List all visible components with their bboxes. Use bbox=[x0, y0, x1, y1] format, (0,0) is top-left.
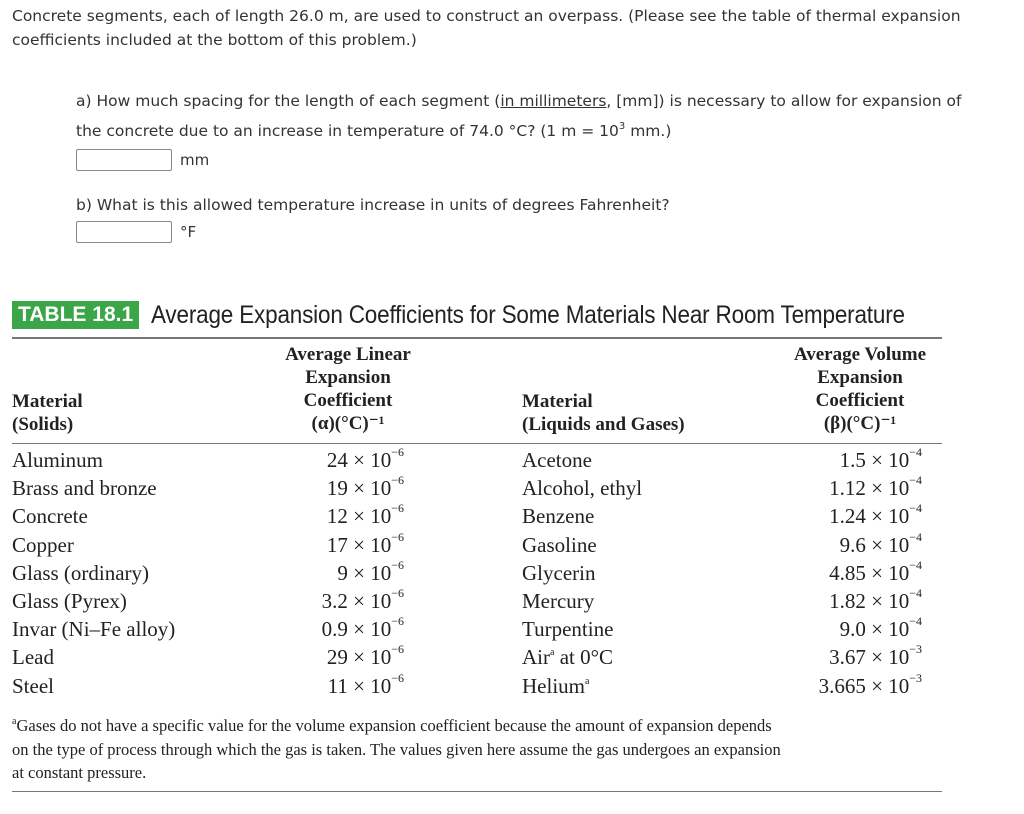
liquid-material bbox=[522, 643, 613, 671]
table-top-rule bbox=[12, 337, 942, 339]
coefficient-mantissa: 3.665 bbox=[818, 673, 866, 698]
header-solids-line-1: Material bbox=[12, 391, 83, 412]
coefficient-times-ten: × 10 bbox=[871, 673, 910, 698]
coefficient-exponent: −4 bbox=[909, 529, 922, 544]
solid-material: Glass (Pyrex) bbox=[12, 589, 127, 613]
footnote-line-2: on the type of process through which the gas is taken. The values given here assume the gas undergoes an expansion bbox=[12, 739, 781, 759]
solid-material: Concrete bbox=[12, 504, 88, 529]
liquid-material bbox=[522, 672, 589, 700]
header-volume-line-2: Expansion bbox=[817, 367, 903, 388]
coefficient-times-ten: × 10 bbox=[871, 448, 910, 472]
volume-coefficient-value bbox=[829, 559, 922, 587]
table-badge: TABLE 18.1 bbox=[12, 301, 139, 329]
part-a-question-line-2 bbox=[76, 116, 1016, 146]
coefficient-times-ten: × 10 bbox=[353, 448, 392, 472]
coefficient-mantissa: 19 bbox=[326, 476, 348, 501]
part-a-question-line-1 bbox=[76, 86, 1016, 116]
coefficient-mantissa: 1.5 bbox=[839, 448, 866, 472]
header-linear-line-2: Expansion bbox=[305, 367, 391, 388]
coefficient-mantissa: 9.6 bbox=[839, 532, 866, 557]
part-a-line2-post: mm.) bbox=[625, 122, 672, 140]
coefficient-mantissa: 4.85 bbox=[829, 560, 866, 585]
coefficient-mantissa: 0.9 bbox=[321, 617, 348, 642]
liquid-material bbox=[522, 559, 595, 587]
part-a-unit: mm bbox=[180, 151, 210, 169]
part-a-exponent: 3 bbox=[618, 120, 626, 132]
coefficient-exponent: −6 bbox=[391, 501, 404, 516]
table-header bbox=[12, 298, 989, 332]
volume-coefficient-value bbox=[840, 615, 922, 643]
coefficient-times-ten: × 10 bbox=[353, 589, 392, 613]
coefficient-times-ten: × 10 bbox=[871, 645, 910, 670]
coefficient-times-ten: × 10 bbox=[871, 617, 910, 642]
solid-material: Aluminum bbox=[12, 448, 104, 472]
solid-material: Copper bbox=[12, 532, 74, 557]
linear-coefficient-value bbox=[337, 559, 404, 587]
header-linear-line-3: Coefficient bbox=[303, 390, 393, 411]
liquid-material bbox=[522, 587, 594, 615]
coefficient-times-ten: × 10 bbox=[353, 617, 392, 642]
coefficient-times-ten: × 10 bbox=[353, 645, 392, 670]
problem-intro-line-1: Concrete segments, each of length 26.0 m, are used to construct an overpass. (Please see the table of thermal expansion bbox=[12, 7, 961, 25]
table-bottom-rule bbox=[12, 791, 942, 792]
volume-coefficient-value bbox=[829, 643, 922, 671]
volume-coefficient-value bbox=[829, 474, 922, 502]
header-linear-line-4: (α)(°C)⁻¹ bbox=[311, 413, 385, 434]
header-volume-coefficient bbox=[760, 343, 960, 435]
part-a-underlined-text: in millimeters bbox=[500, 92, 607, 110]
liquid-material-name: Mercury bbox=[522, 589, 595, 613]
coefficient-mantissa: 9.0 bbox=[839, 617, 866, 642]
linear-coefficient-value bbox=[327, 643, 404, 671]
linear-coefficient-value bbox=[322, 587, 404, 615]
coefficient-times-ten: × 10 bbox=[353, 673, 392, 698]
coefficient-exponent: −4 bbox=[909, 557, 922, 572]
coefficient-mantissa: 17 bbox=[326, 532, 348, 557]
coefficient-mantissa: 3.2 bbox=[321, 589, 348, 613]
part-b bbox=[76, 192, 1016, 246]
liquid-material-name: Turpentine bbox=[522, 617, 614, 642]
part-a-answer-row bbox=[76, 146, 1016, 174]
header-liquids-line-2: (Liquids and Gases) bbox=[522, 414, 685, 435]
footnote-line-1 bbox=[12, 714, 947, 738]
coefficient-mantissa: 9 bbox=[337, 560, 348, 585]
coefficient-times-ten: × 10 bbox=[353, 504, 392, 529]
coefficient-exponent: −6 bbox=[391, 529, 404, 544]
liquid-material-name: Helium bbox=[522, 673, 585, 698]
coefficient-mantissa: 24 bbox=[326, 448, 348, 472]
header-material-liquids bbox=[522, 390, 685, 436]
problem-intro-line-2: coefficients included at the bottom of this problem.) bbox=[12, 31, 417, 49]
liquid-material-name: Air bbox=[522, 645, 550, 670]
coefficient-times-ten: × 10 bbox=[871, 560, 910, 585]
coefficient-times-ten: × 10 bbox=[353, 532, 392, 557]
coefficient-exponent: −6 bbox=[391, 557, 404, 572]
part-b-answer-input[interactable] bbox=[76, 221, 172, 243]
solid-material: Brass and bronze bbox=[12, 476, 157, 501]
header-volume-line-3: Coefficient bbox=[815, 390, 905, 411]
liquid-footnote-mark: a bbox=[585, 675, 590, 687]
solid-material: Steel bbox=[12, 673, 54, 698]
footnote-text-1: Gases do not have a specific value for the volume expansion coefficient because the amount of expansion depends bbox=[16, 716, 772, 735]
coefficient-exponent: −3 bbox=[909, 670, 922, 685]
header-liquids-line-1: Material bbox=[522, 391, 593, 412]
coefficient-times-ten: × 10 bbox=[871, 504, 910, 529]
coefficient-times-ten: × 10 bbox=[871, 532, 910, 557]
liquid-material-name: Acetone bbox=[522, 448, 592, 472]
linear-coefficient-value bbox=[327, 531, 404, 559]
linear-coefficient-value bbox=[327, 474, 404, 502]
liquid-material bbox=[522, 474, 642, 502]
header-linear-line-1: Average Linear bbox=[285, 344, 411, 365]
liquid-material-name: Benzene bbox=[522, 504, 595, 529]
coefficient-exponent: −6 bbox=[391, 642, 404, 657]
table-caption: Average Expansion Coefficients for Some Materials Near Room Temperature bbox=[151, 300, 906, 329]
part-a-answer-input[interactable] bbox=[76, 149, 172, 171]
problem-statement bbox=[12, 4, 1012, 52]
solid-material: Invar (Ni–Fe alloy) bbox=[12, 617, 176, 642]
linear-coefficient-value bbox=[327, 502, 404, 530]
header-material-solids bbox=[12, 390, 83, 436]
coefficient-mantissa: 11 bbox=[327, 673, 348, 698]
liquid-material bbox=[522, 502, 594, 530]
coefficient-exponent: −6 bbox=[391, 445, 404, 459]
coefficient-exponent: −4 bbox=[909, 586, 922, 600]
coefficient-mantissa: 12 bbox=[326, 504, 348, 529]
solid-material: Glass (ordinary) bbox=[12, 560, 150, 585]
part-a bbox=[76, 86, 1016, 174]
coefficient-mantissa: 1.24 bbox=[829, 504, 866, 529]
coefficient-exponent: −6 bbox=[391, 473, 404, 488]
volume-coefficient-value bbox=[829, 502, 922, 530]
header-volume-line-1: Average Volume bbox=[793, 344, 927, 365]
coefficient-exponent: −4 bbox=[909, 473, 922, 488]
coefficient-mantissa: 3.67 bbox=[829, 645, 866, 670]
coefficient-exponent: −3 bbox=[909, 642, 922, 657]
solid-material: Lead bbox=[12, 645, 54, 670]
coefficient-times-ten: × 10 bbox=[871, 589, 910, 613]
coefficient-exponent: −6 bbox=[391, 614, 404, 629]
linear-coefficient-value bbox=[328, 672, 404, 700]
liquid-footnote-mark: a bbox=[550, 647, 555, 659]
coefficient-mantissa: 1.12 bbox=[829, 476, 866, 501]
volume-coefficient-value bbox=[829, 587, 922, 615]
part-b-unit: °F bbox=[180, 223, 197, 241]
coefficient-times-ten: × 10 bbox=[871, 476, 910, 501]
footnote-mark: a bbox=[12, 715, 17, 727]
liquid-material-name: Glycerin bbox=[522, 560, 596, 585]
liquid-material-name: Gasoline bbox=[522, 532, 597, 557]
header-volume-line-4: (β)(°C)⁻¹ bbox=[823, 413, 897, 434]
coefficient-exponent: −4 bbox=[909, 501, 922, 516]
liquid-material bbox=[522, 615, 613, 643]
part-b-answer-row bbox=[76, 218, 1016, 246]
table-header-rule bbox=[12, 443, 942, 444]
liquid-material-name: Alcohol, ethyl bbox=[522, 476, 643, 501]
coefficient-exponent: −6 bbox=[391, 670, 404, 685]
part-a-text-post: , [mm]) is necessary to allow for expansion of bbox=[606, 92, 962, 110]
coefficient-exponent: −6 bbox=[391, 586, 404, 600]
coefficient-times-ten: × 10 bbox=[353, 476, 392, 501]
part-a-line2-pre: the concrete due to an increase in temperature of 74.0 °C? (1 m = 10 bbox=[76, 122, 619, 140]
header-solids-line-2: (Solids) bbox=[12, 414, 74, 435]
volume-coefficient-value bbox=[840, 446, 922, 474]
coefficient-exponent: −4 bbox=[909, 614, 922, 629]
volume-coefficient-value bbox=[840, 531, 922, 559]
liquid-material-suffix: at 0°C bbox=[554, 645, 614, 670]
part-b-question: b) What is this allowed temperature increase in units of degrees Fahrenheit? bbox=[76, 196, 670, 214]
linear-coefficient-value bbox=[322, 615, 404, 643]
footnote-line-3: at constant pressure. bbox=[12, 763, 147, 782]
coefficient-exponent: −4 bbox=[909, 445, 922, 459]
table-footnote bbox=[12, 714, 947, 785]
header-linear-coefficient bbox=[248, 343, 448, 435]
linear-coefficient-value bbox=[327, 446, 404, 474]
liquid-material bbox=[522, 446, 592, 474]
coefficient-mantissa: 1.82 bbox=[829, 589, 866, 613]
coefficient-mantissa: 29 bbox=[326, 645, 348, 670]
volume-coefficient-value bbox=[819, 672, 922, 700]
part-a-text-pre: a) How much spacing for the length of each segment ( bbox=[76, 92, 501, 110]
liquid-material bbox=[522, 531, 597, 559]
coefficient-times-ten: × 10 bbox=[353, 560, 392, 585]
